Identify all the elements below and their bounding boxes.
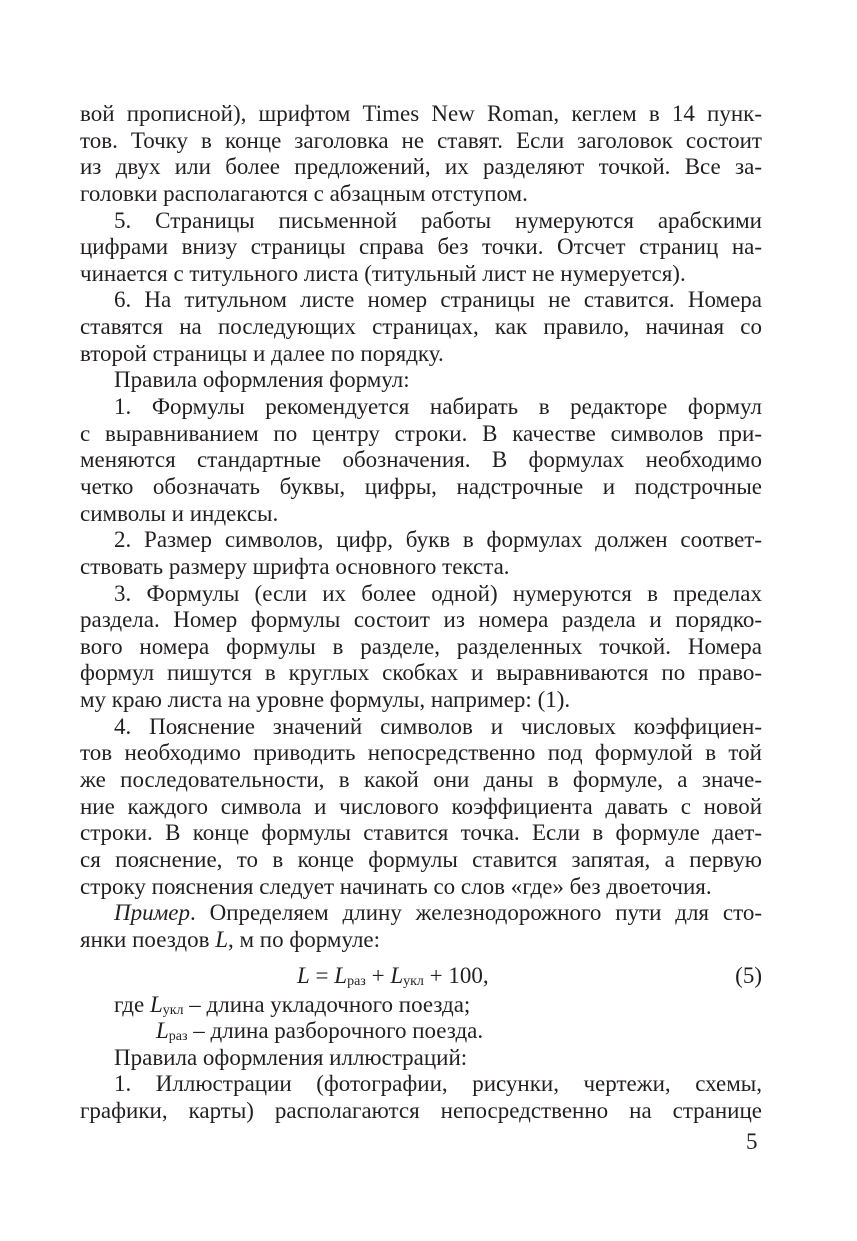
text-line	[80, 634, 762, 661]
text-line	[80, 154, 762, 181]
text-run: ние каждого символа и числового коэффициента давать с новой	[80, 793, 762, 819]
text-run: Правила оформления иллюстраций:	[114, 1044, 468, 1070]
text-line	[80, 607, 762, 634]
italic-text: L	[215, 926, 228, 952]
subscript: укл	[403, 973, 424, 989]
text-run: второй страницы и далее по порядку.	[80, 340, 444, 366]
text-line	[80, 447, 762, 474]
text-run: меняются стандартные обозначения. В формулах необходимо	[80, 447, 762, 473]
text-run: же последовательности, в какой они даны в формуле, а значе-	[80, 767, 762, 793]
text-line	[80, 1018, 762, 1045]
text-run: из двух или более предложений, их разделяют точкой. Все за-	[80, 154, 762, 180]
text-line	[80, 581, 762, 608]
text-run: , м по формуле:	[227, 926, 381, 952]
text-line	[80, 101, 762, 128]
text-line	[80, 527, 762, 554]
text-line	[80, 687, 762, 714]
text-line	[80, 740, 762, 767]
text-run: 4. Пояснение значений символов и числовых коэффициен-	[114, 713, 762, 739]
text-line	[80, 474, 762, 501]
text-run: янки поездов	[80, 926, 216, 952]
text-line	[80, 1045, 762, 1072]
text-run: где	[114, 991, 150, 1017]
text-run: Правила оформления формул:	[114, 367, 410, 393]
text-run: графики, карты) располагаются непосредственно на странице	[80, 1098, 762, 1124]
subscript: раз	[347, 973, 366, 989]
text-line	[80, 181, 762, 208]
text-run: + 100,	[423, 962, 489, 988]
text-line	[80, 234, 762, 261]
text-run: цифрами внизу страницы справа без точки. Отсчет страниц на-	[80, 234, 762, 260]
page-number: 5	[746, 1129, 758, 1154]
text-line	[80, 1098, 762, 1125]
text-line	[80, 208, 762, 235]
text-run: строки. В конце формулы ставится точка. Если в формуле дает-	[80, 820, 762, 846]
text-line	[80, 261, 762, 288]
text-line	[80, 1071, 762, 1098]
text-run: +	[365, 962, 391, 988]
formula	[80, 954, 762, 992]
text-run: строку пояснения следует начинать со слов «где» без двоеточия.	[80, 873, 712, 899]
text-run: вого номера формулы в разделе, разделенных точкой. Номера	[80, 633, 762, 659]
text-line	[80, 794, 762, 821]
formula-expression	[297, 954, 489, 1004]
text-run: 2. Размер символов, цифр, букв в формулах должен соответ-	[114, 527, 762, 553]
formula-number: (5)	[735, 962, 762, 988]
text-run: . Определяем длину железнодорожного пути для сто-	[190, 900, 762, 926]
text-run: тов. Точку в конце заголовка не ставят. Если заголовок состоит	[80, 127, 762, 153]
text-run: =	[309, 962, 335, 988]
text-run: чинается с титульного листа (титульный лист не нумеруется).	[80, 260, 686, 286]
text-run: раздела. Номер формулы состоит из номера раздела и порядко-	[80, 607, 762, 633]
text-run: 3. Формулы (если их более одной) нумеруются в пределах	[114, 580, 762, 606]
text-line	[80, 900, 762, 927]
text-run: ся пояснение, то в конце формулы ставится запятая, а первую	[80, 846, 762, 872]
italic-text: L	[149, 991, 163, 1017]
italic-text: L	[390, 962, 404, 988]
italic-text: Пример	[114, 900, 190, 926]
text-line	[80, 421, 762, 448]
text-line	[80, 847, 762, 874]
text-run: символы и индексы.	[80, 500, 279, 526]
text-run: ставятся на последующих страницах, как правило, начиная со	[80, 314, 762, 340]
text-run: – длина укладочного поезда;	[183, 991, 471, 1017]
text-run: формул пишутся в круглых скобках и выравниваются по право-	[80, 660, 762, 686]
text-line	[80, 367, 762, 394]
text-line	[80, 927, 762, 954]
text-run: му краю листа на уровне формулы, например: (1).	[80, 687, 571, 713]
text-run: ствовать размеру шрифта основного текста.	[80, 553, 510, 579]
italic-text: L	[156, 1018, 169, 1044]
text-run: 6. На титульном листе номер страницы не ставится. Номера	[114, 287, 762, 313]
italic-text: L	[297, 962, 310, 988]
text-line	[80, 341, 762, 368]
text-run: с выравниванием по центру строки. В качестве символов при-	[80, 420, 762, 446]
text-line	[80, 660, 762, 687]
text-line	[80, 554, 762, 581]
text-line	[80, 767, 762, 794]
text-line	[80, 394, 762, 421]
text-line	[80, 874, 762, 901]
text-run: вой прописной), шрифтом Times New Roman, кеглем в 14 пунк-	[80, 101, 762, 126]
text-run: тов необходимо приводить непосредственно под формулой в той	[80, 740, 762, 766]
text-run: – длина разборочного поезда.	[187, 1018, 484, 1044]
text-line	[80, 287, 762, 314]
document-body	[80, 101, 762, 1125]
subscript: укл	[162, 1002, 184, 1018]
text-line	[80, 128, 762, 155]
text-run: 5. Страницы письменной работы нумеруются арабскими	[114, 207, 762, 233]
text-line	[80, 714, 762, 741]
text-run: четко обозначать буквы, цифры, надстрочные и подстрочные	[80, 473, 762, 499]
text-line	[80, 820, 762, 847]
text-line	[80, 501, 762, 528]
text-line	[80, 314, 762, 341]
text-run: головки располагаются с абзацным отступом.	[80, 180, 528, 206]
text-run: 1. Формулы рекомендуется набирать в редакторе формул	[114, 394, 762, 420]
text-run: 1. Иллюстрации (фотографии, рисунки, чертежи, схемы,	[114, 1071, 762, 1097]
subscript: раз	[168, 1029, 188, 1045]
italic-text: L	[334, 962, 348, 988]
